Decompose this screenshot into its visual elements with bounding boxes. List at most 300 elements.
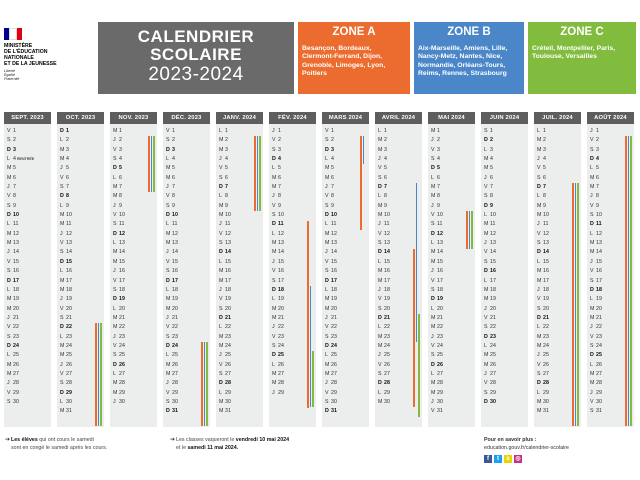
day-row: M 9	[537, 202, 546, 209]
day-row: M 16	[537, 268, 549, 275]
day-row: S 11	[431, 221, 443, 228]
day-row: D 21	[537, 314, 549, 321]
day-row: J 12	[60, 230, 72, 237]
day-row: M 5	[325, 165, 334, 172]
day-row: M 23	[378, 333, 390, 340]
day-row: M 6	[166, 174, 175, 181]
day-row: V 26	[537, 361, 549, 368]
day-row: M 26	[166, 361, 178, 368]
month-column	[110, 112, 157, 427]
holiday-bar-zone-c	[418, 314, 420, 417]
ministry-logo	[4, 28, 64, 82]
month-header: FÉV. 2024	[269, 112, 316, 124]
zone-c-box	[528, 22, 636, 94]
day-row: M 16	[219, 268, 231, 275]
holiday-bar-zone-b	[257, 136, 259, 211]
zone-c-cities	[528, 42, 636, 94]
day-row: D 9	[484, 202, 493, 209]
day-row: L 4	[166, 156, 175, 163]
day-row: L 2	[60, 137, 69, 144]
day-row: V 5	[537, 165, 546, 172]
day-row: J 7	[166, 184, 175, 191]
day-row: S 30	[325, 398, 337, 405]
day-row: L 25	[325, 352, 337, 359]
day-row: S 4	[431, 156, 440, 163]
day-row: S 30	[7, 398, 19, 405]
day-row: M 16	[378, 268, 390, 275]
day-row: S 7	[60, 184, 69, 191]
day-row: M 28	[431, 380, 443, 387]
day-row: J 4	[378, 156, 387, 163]
day-row: M 2	[219, 137, 228, 144]
day-row: L 5	[272, 165, 281, 172]
day-row: L 16	[60, 268, 72, 275]
day-row: D 3	[166, 146, 175, 153]
holiday-bar-zone-a	[201, 342, 203, 426]
day-row: S 18	[431, 286, 443, 293]
day-row: D 4	[590, 156, 599, 163]
day-row: J 1	[590, 128, 599, 134]
day-row: M 23	[219, 333, 231, 340]
day-row: V 1	[7, 128, 16, 134]
day-row: S 24	[272, 342, 284, 349]
day-row: V 24	[113, 342, 125, 349]
footnote-saturday-bold: Les élèves	[11, 437, 38, 443]
day-row: L 8	[537, 193, 546, 200]
day-row: D 16	[484, 268, 496, 275]
day-row: J 30	[113, 398, 125, 405]
day-row: M 20	[272, 305, 284, 312]
day-row: L 22	[219, 324, 231, 331]
day-row: D 8	[60, 193, 69, 200]
day-row: V 30	[590, 398, 602, 405]
day-row: M 20	[325, 305, 337, 312]
day-row: S 10	[590, 212, 602, 219]
day-row: L 4	[325, 156, 334, 163]
day-row: S 6	[219, 174, 228, 181]
day-row: S 2	[325, 137, 334, 144]
day-row: M 17	[378, 277, 390, 284]
day-row: L 11	[325, 221, 337, 228]
day-row: M 7	[113, 184, 122, 191]
day-row: L 11	[166, 221, 178, 228]
month-header: NOV. 2023	[110, 112, 157, 124]
day-row: V 3	[113, 146, 122, 153]
day-row: M 6	[272, 174, 281, 181]
day-row: L 1	[537, 128, 546, 134]
day-row: V 8	[325, 193, 334, 200]
day-row: S 13	[378, 240, 390, 247]
month-column	[587, 112, 634, 427]
day-row: L 29	[219, 389, 231, 396]
social-links	[484, 455, 569, 463]
zone-b-city-list: Aix-Marseille, Amiens, Lille, Nancy-Metz, Nantes, Nice, Normandie, Orléans-Tours, Reims, Rennes, Strasbourg	[418, 45, 508, 78]
day-row: J 18	[219, 286, 231, 293]
day-row: D 7	[219, 184, 228, 191]
day-row: J 7	[7, 184, 16, 191]
month-header: JUIL. 2024	[534, 112, 581, 124]
day-row: V 12	[219, 230, 231, 237]
day-row: J 9	[113, 202, 122, 209]
holiday-bar-zone-b	[416, 183, 418, 342]
day-row: M 29	[113, 389, 125, 396]
day-row: L 25	[7, 352, 19, 359]
footnote-saturday	[5, 437, 165, 452]
day-row: V 14	[484, 249, 496, 256]
day-row: M 20	[166, 305, 178, 312]
holiday-bar-zone-b	[204, 342, 206, 426]
day-row: S 23	[166, 333, 178, 340]
day-row: D 17	[325, 277, 337, 284]
day-row: D 30	[484, 398, 496, 405]
day-row: S 29	[484, 389, 496, 396]
day-row: S 6	[537, 174, 546, 181]
zone-c-city-list: Créteil, Montpellier, Paris, Toulouse, Versailles	[532, 45, 616, 61]
footnote-bridge-pre: Les classes vaqueront le	[176, 437, 236, 443]
day-row: V 24	[431, 342, 443, 349]
day-row: J 16	[113, 268, 125, 275]
footnote-saturday-text: qui ont cours le samedi	[37, 437, 94, 443]
holiday-bar-zone-a	[413, 249, 415, 408]
day-row: J 14	[7, 249, 19, 256]
day-row: S 31	[590, 408, 602, 415]
day-row: V 15	[325, 258, 337, 265]
day-row: V 26	[219, 361, 231, 368]
month-column	[375, 112, 422, 427]
holiday-bar-zone-a	[254, 136, 256, 211]
day-row: V 20	[60, 305, 72, 312]
day-row: M 12	[325, 230, 337, 237]
day-row: L 24	[484, 342, 496, 349]
day-row: J 23	[113, 333, 125, 340]
day-row: D 7	[537, 184, 546, 191]
day-row: D 25	[590, 352, 602, 359]
day-row: L 18	[325, 286, 337, 293]
day-row: M 10	[537, 212, 549, 219]
day-row: S 4	[113, 156, 122, 163]
day-row: J 25	[537, 352, 549, 359]
day-row: D 24	[325, 342, 337, 349]
day-row: D 3	[325, 146, 334, 153]
day-row: M 9	[378, 202, 387, 209]
day-row: L 19	[272, 296, 284, 303]
day-row: D 14	[537, 249, 549, 256]
month-days	[481, 127, 528, 407]
day-row: J 13	[484, 240, 496, 247]
footnote-bridge	[170, 437, 370, 452]
month-header: MARS 2024	[322, 112, 369, 124]
day-row: M 31	[219, 408, 231, 415]
day-row: M 27	[325, 370, 337, 377]
month-header: SEPT. 2023	[4, 112, 51, 124]
day-row: M 9	[219, 202, 228, 209]
day-row: M 26	[325, 361, 337, 368]
footnote-saturday-line2: sont en congé le samedi après les cours.	[11, 444, 108, 451]
day-row: M 10	[378, 212, 390, 219]
day-row: V 28	[484, 380, 496, 387]
day-row: J 23	[431, 333, 443, 340]
day-row: M 13	[166, 240, 178, 247]
day-row: V 8	[166, 193, 175, 200]
day-row: D 29	[60, 389, 72, 396]
day-row: D 19	[431, 296, 443, 303]
day-row: D 17	[7, 277, 19, 284]
day-row: D 24	[166, 342, 178, 349]
day-row: V 2	[590, 137, 599, 144]
day-row: S 23	[325, 333, 337, 340]
day-row: V 12	[537, 230, 549, 237]
holiday-bar-zone-b	[363, 136, 365, 164]
day-row: L 13	[431, 240, 443, 247]
day-row: M 28	[272, 380, 284, 387]
day-row: M 12	[7, 230, 19, 237]
facebook-icon[interactable]: f	[484, 455, 492, 463]
day-row: D 31	[166, 408, 178, 415]
day-row: J 2	[113, 137, 122, 144]
month-header: OCT. 2023	[57, 112, 104, 124]
day-row: V 3	[431, 146, 440, 153]
day-row: V 26	[378, 361, 390, 368]
day-row: D 10	[325, 212, 337, 219]
day-row: L 30	[60, 398, 72, 405]
day-row: D 14	[378, 249, 390, 256]
day-row: M 13	[325, 240, 337, 247]
day-row: S 9	[166, 202, 175, 209]
day-row: V 22	[325, 324, 337, 331]
day-row: J 19	[60, 296, 72, 303]
month-column	[163, 112, 210, 427]
day-row: J 27	[484, 370, 496, 377]
day-row: M 26	[7, 361, 19, 368]
day-row: M 20	[590, 305, 602, 312]
day-row: J 26	[60, 361, 72, 368]
month-column	[57, 112, 104, 427]
month-header: AVRIL 2024	[375, 112, 422, 124]
day-row: M 27	[590, 370, 602, 377]
day-row: S 3	[272, 146, 281, 153]
day-row: M 11	[60, 221, 72, 228]
day-row: D 2	[484, 137, 493, 144]
day-row: S 25	[113, 352, 125, 359]
day-row: L 29	[378, 389, 390, 396]
day-row: S 1	[484, 128, 493, 134]
day-row: M 28	[590, 380, 602, 387]
day-row: L 15	[378, 258, 390, 265]
day-row: D 18	[272, 286, 284, 293]
zone-c-title: ZONE C	[528, 22, 636, 42]
day-row: V 7	[484, 184, 493, 191]
day-row: V 8	[7, 193, 16, 200]
snapchat-icon[interactable]: s	[504, 455, 512, 463]
day-row: M 10	[219, 212, 231, 219]
arrow-icon: ➔	[170, 437, 176, 443]
day-row: J 21	[325, 314, 337, 321]
day-row: S 20	[219, 305, 231, 312]
french-flag-icon	[4, 28, 22, 40]
day-row: S 17	[590, 277, 602, 284]
day-row: M 14	[431, 249, 443, 256]
day-row: L 4 RENTRÉE	[7, 156, 35, 163]
day-row: L 1	[219, 128, 228, 134]
day-row: V 15	[7, 258, 19, 265]
day-row: S 17	[272, 277, 284, 284]
day-row: V 22	[166, 324, 178, 331]
zone-b-cities	[414, 42, 524, 94]
day-row: J 25	[219, 352, 231, 359]
holiday-bar-zone-c	[259, 136, 261, 211]
day-row: M 14	[590, 249, 602, 256]
day-row: V 9	[272, 202, 281, 209]
day-row: M 5	[166, 165, 175, 172]
day-row: V 19	[537, 296, 549, 303]
day-row: M 1	[431, 128, 440, 134]
day-row: J 8	[590, 193, 599, 200]
day-row: V 1	[325, 128, 334, 134]
day-row: V 15	[166, 258, 178, 265]
day-row: D 1	[60, 128, 69, 134]
day-row: S 16	[7, 268, 19, 275]
day-row: J 8	[272, 193, 281, 200]
day-row: L 15	[537, 258, 549, 265]
month-header: AOÛT 2024	[587, 112, 634, 124]
day-row: J 2	[431, 137, 440, 144]
day-row: L 20	[113, 305, 125, 312]
day-row: D 14	[219, 249, 231, 256]
day-row: V 16	[590, 268, 602, 275]
day-row: M 7	[590, 184, 599, 191]
holiday-bar-zone-c	[100, 323, 102, 426]
day-row: J 22	[272, 324, 284, 331]
day-row: L 5	[590, 165, 599, 172]
day-row: D 3	[7, 146, 16, 153]
day-row: M 22	[431, 324, 443, 331]
day-row: V 29	[325, 389, 337, 396]
day-row: M 12	[166, 230, 178, 237]
day-row: M 28	[113, 380, 125, 387]
day-row: D 10	[166, 212, 178, 219]
day-row: J 16	[431, 268, 443, 275]
more-info	[484, 437, 569, 463]
day-row: S 20	[378, 305, 390, 312]
day-row: V 5	[219, 165, 228, 172]
day-row: S 2	[166, 137, 175, 144]
holiday-bar-zone-b	[469, 211, 471, 248]
day-row: S 3	[590, 146, 599, 153]
day-row: V 5	[378, 165, 387, 172]
day-row: L 9	[60, 202, 69, 209]
day-row: J 4	[219, 156, 228, 163]
day-row: J 21	[7, 314, 19, 321]
day-row: J 5	[60, 165, 69, 172]
day-row: D 19	[113, 296, 125, 303]
day-row: S 13	[537, 240, 549, 247]
day-row: S 13	[219, 240, 231, 247]
instagram-icon[interactable]: ◎	[515, 456, 521, 462]
zone-a-cities	[298, 42, 410, 94]
day-row: L 23	[60, 333, 72, 340]
more-info-url[interactable]: education.gouv.fr/calendrier-scolaire	[484, 444, 569, 451]
twitter-icon[interactable]: t	[494, 455, 502, 463]
day-row: M 8	[113, 193, 122, 200]
holiday-bar-zone-a	[466, 211, 468, 248]
day-row: D 7	[378, 184, 387, 191]
day-row: D 15	[60, 258, 72, 265]
day-row: V 17	[113, 277, 125, 284]
day-row: M 24	[537, 342, 549, 349]
day-row: M 18	[60, 286, 72, 293]
day-row: L 8	[378, 193, 387, 200]
day-row: D 23	[484, 333, 496, 340]
day-row: V 12	[378, 230, 390, 237]
day-row: S 9	[325, 202, 334, 209]
day-row: M 19	[325, 296, 337, 303]
day-row: D 21	[378, 314, 390, 321]
day-row: M 20	[7, 305, 19, 312]
day-row: M 17	[537, 277, 549, 284]
day-row: M 31	[60, 408, 72, 415]
day-row: M 19	[484, 296, 496, 303]
day-row: V 10	[431, 212, 443, 219]
flag-stripe-white	[9, 28, 16, 40]
day-row: D 26	[113, 361, 125, 368]
day-row: D 12	[113, 230, 125, 237]
holiday-bar-zone-c	[153, 136, 155, 192]
day-row: M 27	[272, 370, 284, 377]
day-row: L 3	[484, 146, 493, 153]
day-row: M 24	[60, 342, 72, 349]
day-row: S 8	[484, 193, 493, 200]
day-row: J 1	[272, 128, 281, 134]
day-row: S 27	[378, 370, 390, 377]
day-row: M 7	[272, 184, 281, 191]
day-row: M 4	[60, 156, 69, 163]
day-row: S 20	[537, 305, 549, 312]
day-row: M 5	[484, 165, 493, 172]
day-row: L 18	[7, 286, 19, 293]
day-row: S 25	[431, 352, 443, 359]
day-row: V 22	[7, 324, 19, 331]
day-row: M 14	[113, 249, 125, 256]
day-row: L 22	[378, 324, 390, 331]
holiday-bar-zone-c	[577, 183, 579, 426]
day-row: M 6	[7, 174, 16, 181]
day-row: D 18	[590, 286, 602, 293]
holiday-bar-zone-c	[630, 136, 632, 426]
day-row: L 15	[219, 258, 231, 265]
holiday-bar-zone-a	[148, 136, 150, 192]
day-row: M 27	[7, 370, 19, 377]
month-column	[534, 112, 581, 427]
day-row: V 2	[272, 137, 281, 144]
day-row: V 13	[60, 240, 72, 247]
day-row: L 18	[166, 286, 178, 293]
day-row: L 11	[7, 221, 19, 228]
day-row: L 10	[484, 212, 496, 219]
day-row: L 17	[484, 277, 496, 284]
day-row: D 12	[431, 230, 443, 237]
day-row: J 4	[537, 156, 546, 163]
day-row: J 20	[484, 305, 496, 312]
day-row: V 9	[590, 202, 599, 209]
day-row: V 31	[431, 408, 443, 415]
day-row: V 29	[166, 389, 178, 396]
day-row: M 5	[7, 165, 16, 172]
day-row: J 6	[484, 174, 493, 181]
day-row: J 14	[325, 249, 337, 256]
day-row: D 25	[272, 352, 284, 359]
day-row: M 30	[537, 398, 549, 405]
day-row: M 2	[378, 137, 387, 144]
